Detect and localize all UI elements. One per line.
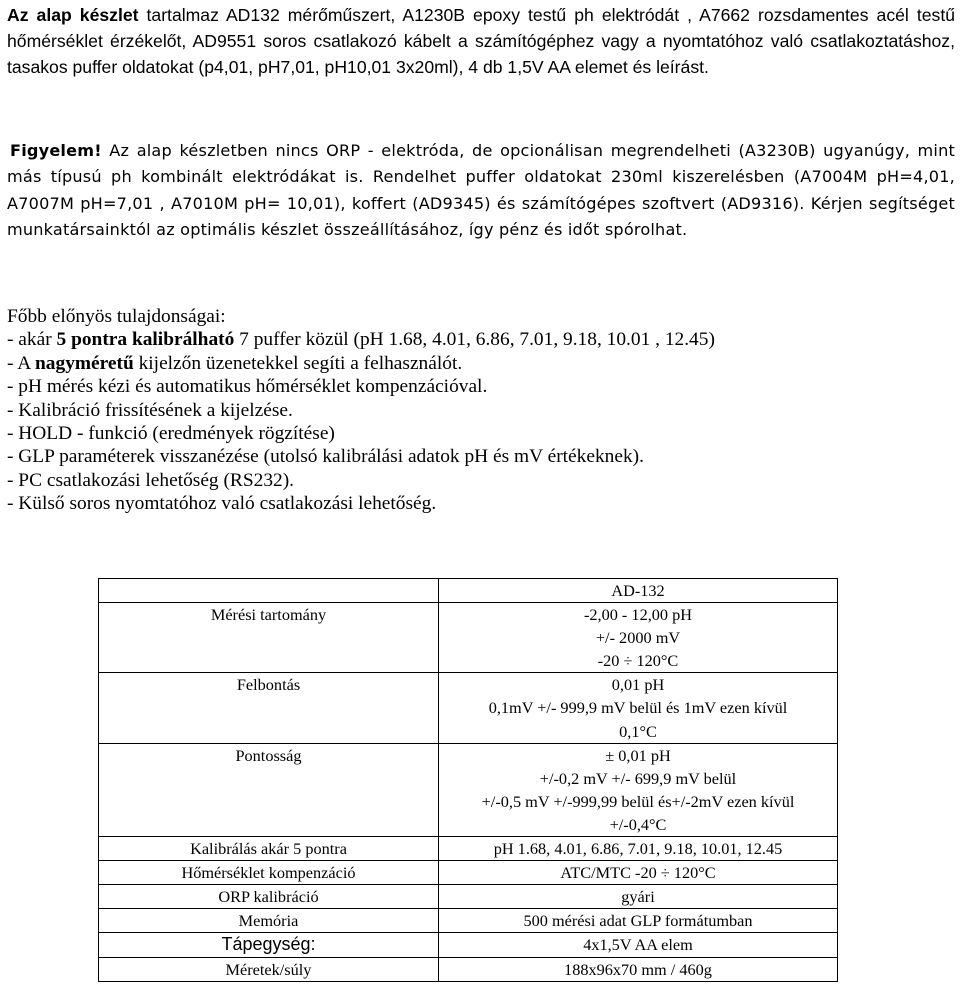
intro-paragraph (7, 2, 955, 80)
row-value (439, 673, 838, 743)
row-label (99, 603, 439, 673)
value-line: ± 0,01 pH (605, 745, 671, 765)
table-row (99, 957, 838, 981)
value-line: -2,00 - 12,00 pH (583, 605, 693, 625)
table-row (99, 673, 838, 743)
row-value (439, 957, 838, 981)
value-line: +/- 2000 mV (595, 628, 681, 648)
warning-lead: Figyelem! (10, 141, 102, 160)
table-row (99, 909, 838, 933)
row-value (439, 885, 838, 909)
value-line: ATC/MTC -20 ÷ 120°C (560, 863, 716, 883)
row-value (439, 861, 838, 885)
row-value (439, 909, 838, 933)
value-line: -20 ÷ 120°C (597, 651, 679, 671)
table-row (99, 603, 838, 673)
table-row (99, 933, 838, 957)
value-line: +/-0,2 mV +/- 699,9 mV belül (539, 768, 737, 788)
row-label (99, 743, 439, 836)
feature-item: - pH mérés kézi és automatikus hőmérséklet kompenzációval. (7, 376, 488, 398)
row-label (99, 837, 439, 861)
feature-item (7, 352, 955, 375)
row-value (439, 743, 838, 836)
value-line: 0,01 pH (611, 675, 665, 695)
intro-text: tartalmaz AD132 mérőműszert, A1230B epoxy testű ph elektródát , A7662 rozsdamentes acél testű hőmérséklet érzékelőt, AD9551 soros csatlakozó kábelt a számítógéphez vagy a nyomtatóhoz való csatlakoztatáshoz, tasakos puffer oldatokat (p4,01, pH7,01, pH10,01 3x20ml), 4 db 1,5V AA elemet és leírást. (7, 5, 955, 77)
value-line: 4x1,5V AA elem (583, 935, 693, 955)
feature-text: - A (7, 352, 36, 374)
feature-emphasis: 5 pontra kalibrálható (56, 329, 235, 351)
value-line: +/-0,5 mV +/-999,99 belül és+/-2mV ezen kívül (481, 791, 795, 811)
row-label-text: Kalibrálás akár 5 pontra (190, 839, 347, 859)
row-label-text: Tápegység: (221, 934, 316, 955)
features-title: Főbb előnyös tulajdonságai: (7, 306, 226, 327)
row-label (99, 885, 439, 909)
row-label-text: ORP kalibráció (218, 887, 319, 907)
table-row (99, 861, 838, 885)
feature-text: kijelzőn üzenetekkel segíti a felhasználót. (133, 352, 463, 374)
table-row (99, 885, 838, 909)
feature-item: - Külső soros nyomtatóhoz való csatlakozási lehetőség. (7, 493, 437, 515)
value-line: 188x96x70 mm / 460g (564, 959, 712, 979)
row-label (99, 957, 439, 981)
value-line: +/-0,4°C (609, 814, 667, 834)
value-line: 500 mérési adat GLP formátumban (523, 911, 753, 931)
row-value (439, 603, 838, 673)
warning-paragraph (7, 138, 955, 243)
model-name (439, 579, 838, 603)
row-label-text: Mérési tartomány (210, 605, 327, 625)
table-cell-empty (99, 579, 439, 603)
row-label-text: Hőmérséklet kompenzáció (181, 863, 356, 883)
intro-lead: Az alap készlet (7, 5, 139, 25)
row-label (99, 861, 439, 885)
value-line: gyári (621, 887, 655, 907)
feature-text: 7 puffer közül (pH 1.68, 4.01, 6.86, 7.01, 9.18, 10.01 , 12.45) (234, 329, 715, 351)
row-label-text: Méretek/súly (225, 959, 312, 979)
row-value (439, 933, 838, 957)
row-label-text: Felbontás (236, 675, 301, 695)
row-label-text: Memória (238, 911, 299, 931)
feature-item: - GLP paraméterek visszanézése (utolsó kalibrálási adatok pH és mV értékeknek). (7, 446, 644, 468)
feature-emphasis: nagyméretű (35, 352, 134, 374)
warning-text: Az alap készletben nincs ORP - elektróda, de opcionálisan megrendelheti (A3230B) ugyanúgy, mint más típusú ph kombinált elektródákat is. Rendelhet puffer oldatokat 230ml kiszerelésben (A7004M pH=4,01, A7007M pH=7,01 , A7010M pH= 10,01), koffert (AD9345) és számítógépes szoftvert (AD9316). Kérjen segítséget munkatársainktól az optimális készlet összeállításához, így pénz és időt spórolhat. (7, 141, 955, 239)
feature-item: - Kalibráció frissítésének a kijelzése. (7, 399, 293, 421)
value-line: pH 1.68, 4.01, 6.86, 7.01, 9.18, 10.01, 12.45 (493, 839, 783, 859)
feature-text: - akár (7, 329, 57, 351)
spec-table (98, 578, 838, 982)
value-line: 0,1mV +/- 999,9 mV belül és 1mV ezen kívül (488, 698, 788, 718)
feature-item: - HOLD - funkció (eredmények rögzítése) (7, 423, 335, 445)
table-row (99, 743, 838, 836)
model-name-text: AD-132 (611, 581, 665, 600)
value-line: 0,1°C (619, 721, 657, 741)
row-label (99, 933, 439, 957)
row-label (99, 909, 439, 933)
feature-item (7, 328, 955, 351)
row-label (99, 673, 439, 743)
feature-item: - PC csatlakozási lehetőség (RS232). (7, 469, 295, 491)
table-row (99, 837, 838, 861)
table-header-row (99, 579, 838, 603)
row-label-text: Pontosság (235, 745, 302, 765)
row-value (439, 837, 838, 861)
features-list (7, 305, 955, 516)
